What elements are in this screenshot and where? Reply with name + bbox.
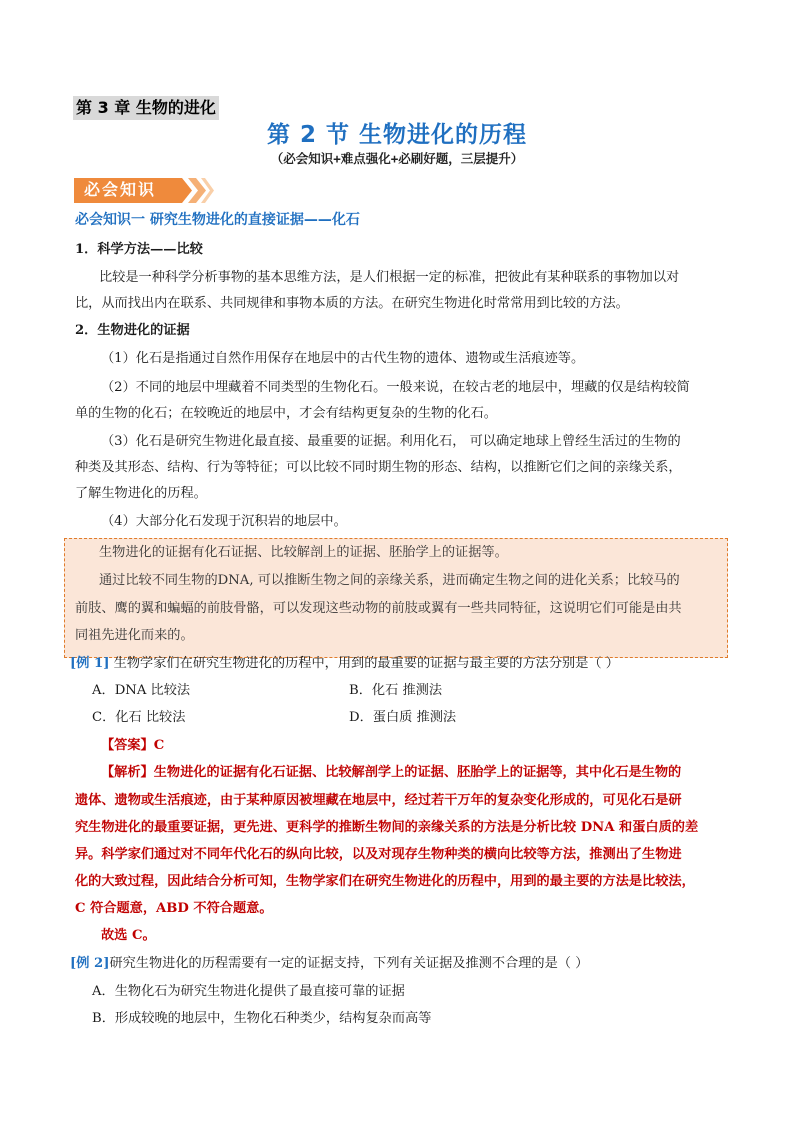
note-line-1: 生物进化的证据有化石证据、比较解剖上的证据、胚胎学上的证据等。	[99, 545, 508, 560]
analysis-line-1	[101, 763, 751, 783]
evidence-point-1: （1）化石是指通过自然作用保存在地层中的古代生物的遗体、遗物或生活痕迹等。	[101, 351, 585, 366]
example1-answer	[101, 736, 751, 756]
section-title: 第 2 节 生物进化的历程	[266, 122, 528, 148]
example1-tag: [例 1]	[70, 656, 110, 671]
chapter-label: 第 3 章 生物的进化	[73, 96, 219, 120]
evidence-point-3a: （3）化石是研究生物进化最直接、最重要的证据。利用化石， 可以确定地球上曾经生活过的生物的	[101, 434, 681, 449]
analysis-line-4: 异。科学家们通过对不同年代化石的纵向比较，以及对现存生物种类的横向比较等方法，推测出了生物进	[75, 847, 682, 862]
method-title: 1．科学方法——比较	[75, 242, 203, 257]
example1-option-b: B．化石 推测法	[349, 683, 443, 698]
method-text-line1: 比较是一种科学分析事物的基本思维方法，是人们根据一定的标准，把彼此有某种联系的事物加以对	[99, 270, 680, 285]
analysis-line-6: C 符合题意，ABD 不符合题意。	[75, 901, 273, 916]
example2-question	[70, 954, 720, 974]
evidence-point-4: （4）大部分化石发现于沉积岩的地层中。	[101, 514, 347, 529]
analysis-choice: 故选 C。	[101, 928, 156, 943]
evidence-point-3b: 种类及其形态、结构、行为等特征；可以比较不同时期生物的形态、结构，以推断它们之间的亲缘关系，	[75, 460, 682, 475]
example2-option-b: B．形成较晚的地层中，生物化石种类少，结构复杂而高等	[92, 1011, 432, 1026]
evidence-point-2b: 单的生物的化石；在较晚近的地层中，才会有结构更复杂的生物的化石。	[75, 406, 497, 421]
banner-label: 必会知识	[84, 180, 157, 199]
analysis-line-3: 究生物进化的最重要证据，更先进、更科学的推断生物间的亲缘关系的方法是分析比较 DNA 和蛋白质的差	[75, 820, 699, 835]
note-line-4: 同祖先进化而来的。	[75, 628, 194, 643]
note-line-2: 通过比较不同生物的DNA, 可以推断生物之间的亲缘关系，进而确定生物之间的进化关系；比较马的	[99, 573, 680, 588]
section-subtitle: （必会知识+难点强化+必刷好题，三层提升）	[270, 151, 524, 166]
analysis-label: 【解析】	[101, 765, 154, 780]
evidence-point-3c: 了解生物进化的历程。	[75, 486, 207, 501]
example1-question	[70, 654, 720, 674]
evidence-title: 2．生物进化的证据	[75, 323, 190, 338]
answer-value: C	[153, 738, 165, 753]
knowledge-banner	[74, 176, 214, 205]
key-note-box	[64, 538, 728, 658]
example2-question-text: 研究生物进化的历程需要有一定的证据支持，下列有关证据及推测不合理的是（ ）	[109, 956, 589, 971]
example1-option-a: A．DNA 比较法	[92, 683, 191, 698]
example1-option-d: D．蛋白质 推测法	[349, 710, 457, 725]
answer-label: 【答案】	[101, 738, 154, 753]
analysis-line-2: 遗体、遗物或生活痕迹，由于某种原因被埋藏在地层中，经过若干万年的复杂变化形成的，可见化石是研	[75, 793, 682, 808]
example1-option-c: C．化石 比较法	[92, 710, 186, 725]
method-text-line2: 比，从而找出内在联系、共同规律和事物本质的方法。在研究生物进化时常常用到比较的方法。	[75, 296, 629, 311]
evidence-point-2a: （2）不同的地层中埋藏着不同类型的生物化石。一般来说，在较古老的地层中，埋藏的仅是结构较简	[101, 380, 690, 395]
example2-option-a: A．生物化石为研究生物进化提供了最直接可靠的证据	[92, 984, 405, 999]
analysis-text-1: 生物进化的证据有化石证据、比较解剖学上的证据、胚胎学上的证据等，其中化石是生物的	[153, 765, 682, 780]
note-line-3: 前肢、鹰的翼和蝙蝠的前肢骨骼，可以发现这些动物的前肢或翼有一些共同特征，这说明它们可能是由共	[75, 601, 682, 616]
example2-tag: [例 2]	[70, 956, 110, 971]
analysis-line-5: 化的大致过程，因此结合分析可知，生物学家们在研究生物进化的历程中，用到的最主要的方法是比较法，	[75, 874, 695, 889]
knowledge-heading: 必会知识一 研究生物进化的直接证据——化石	[75, 212, 360, 228]
example1-question-text: 生物学家们在研究生物进化的历程中，用到的最重要的证据与最主要的方法分别是（ ）	[109, 656, 619, 671]
